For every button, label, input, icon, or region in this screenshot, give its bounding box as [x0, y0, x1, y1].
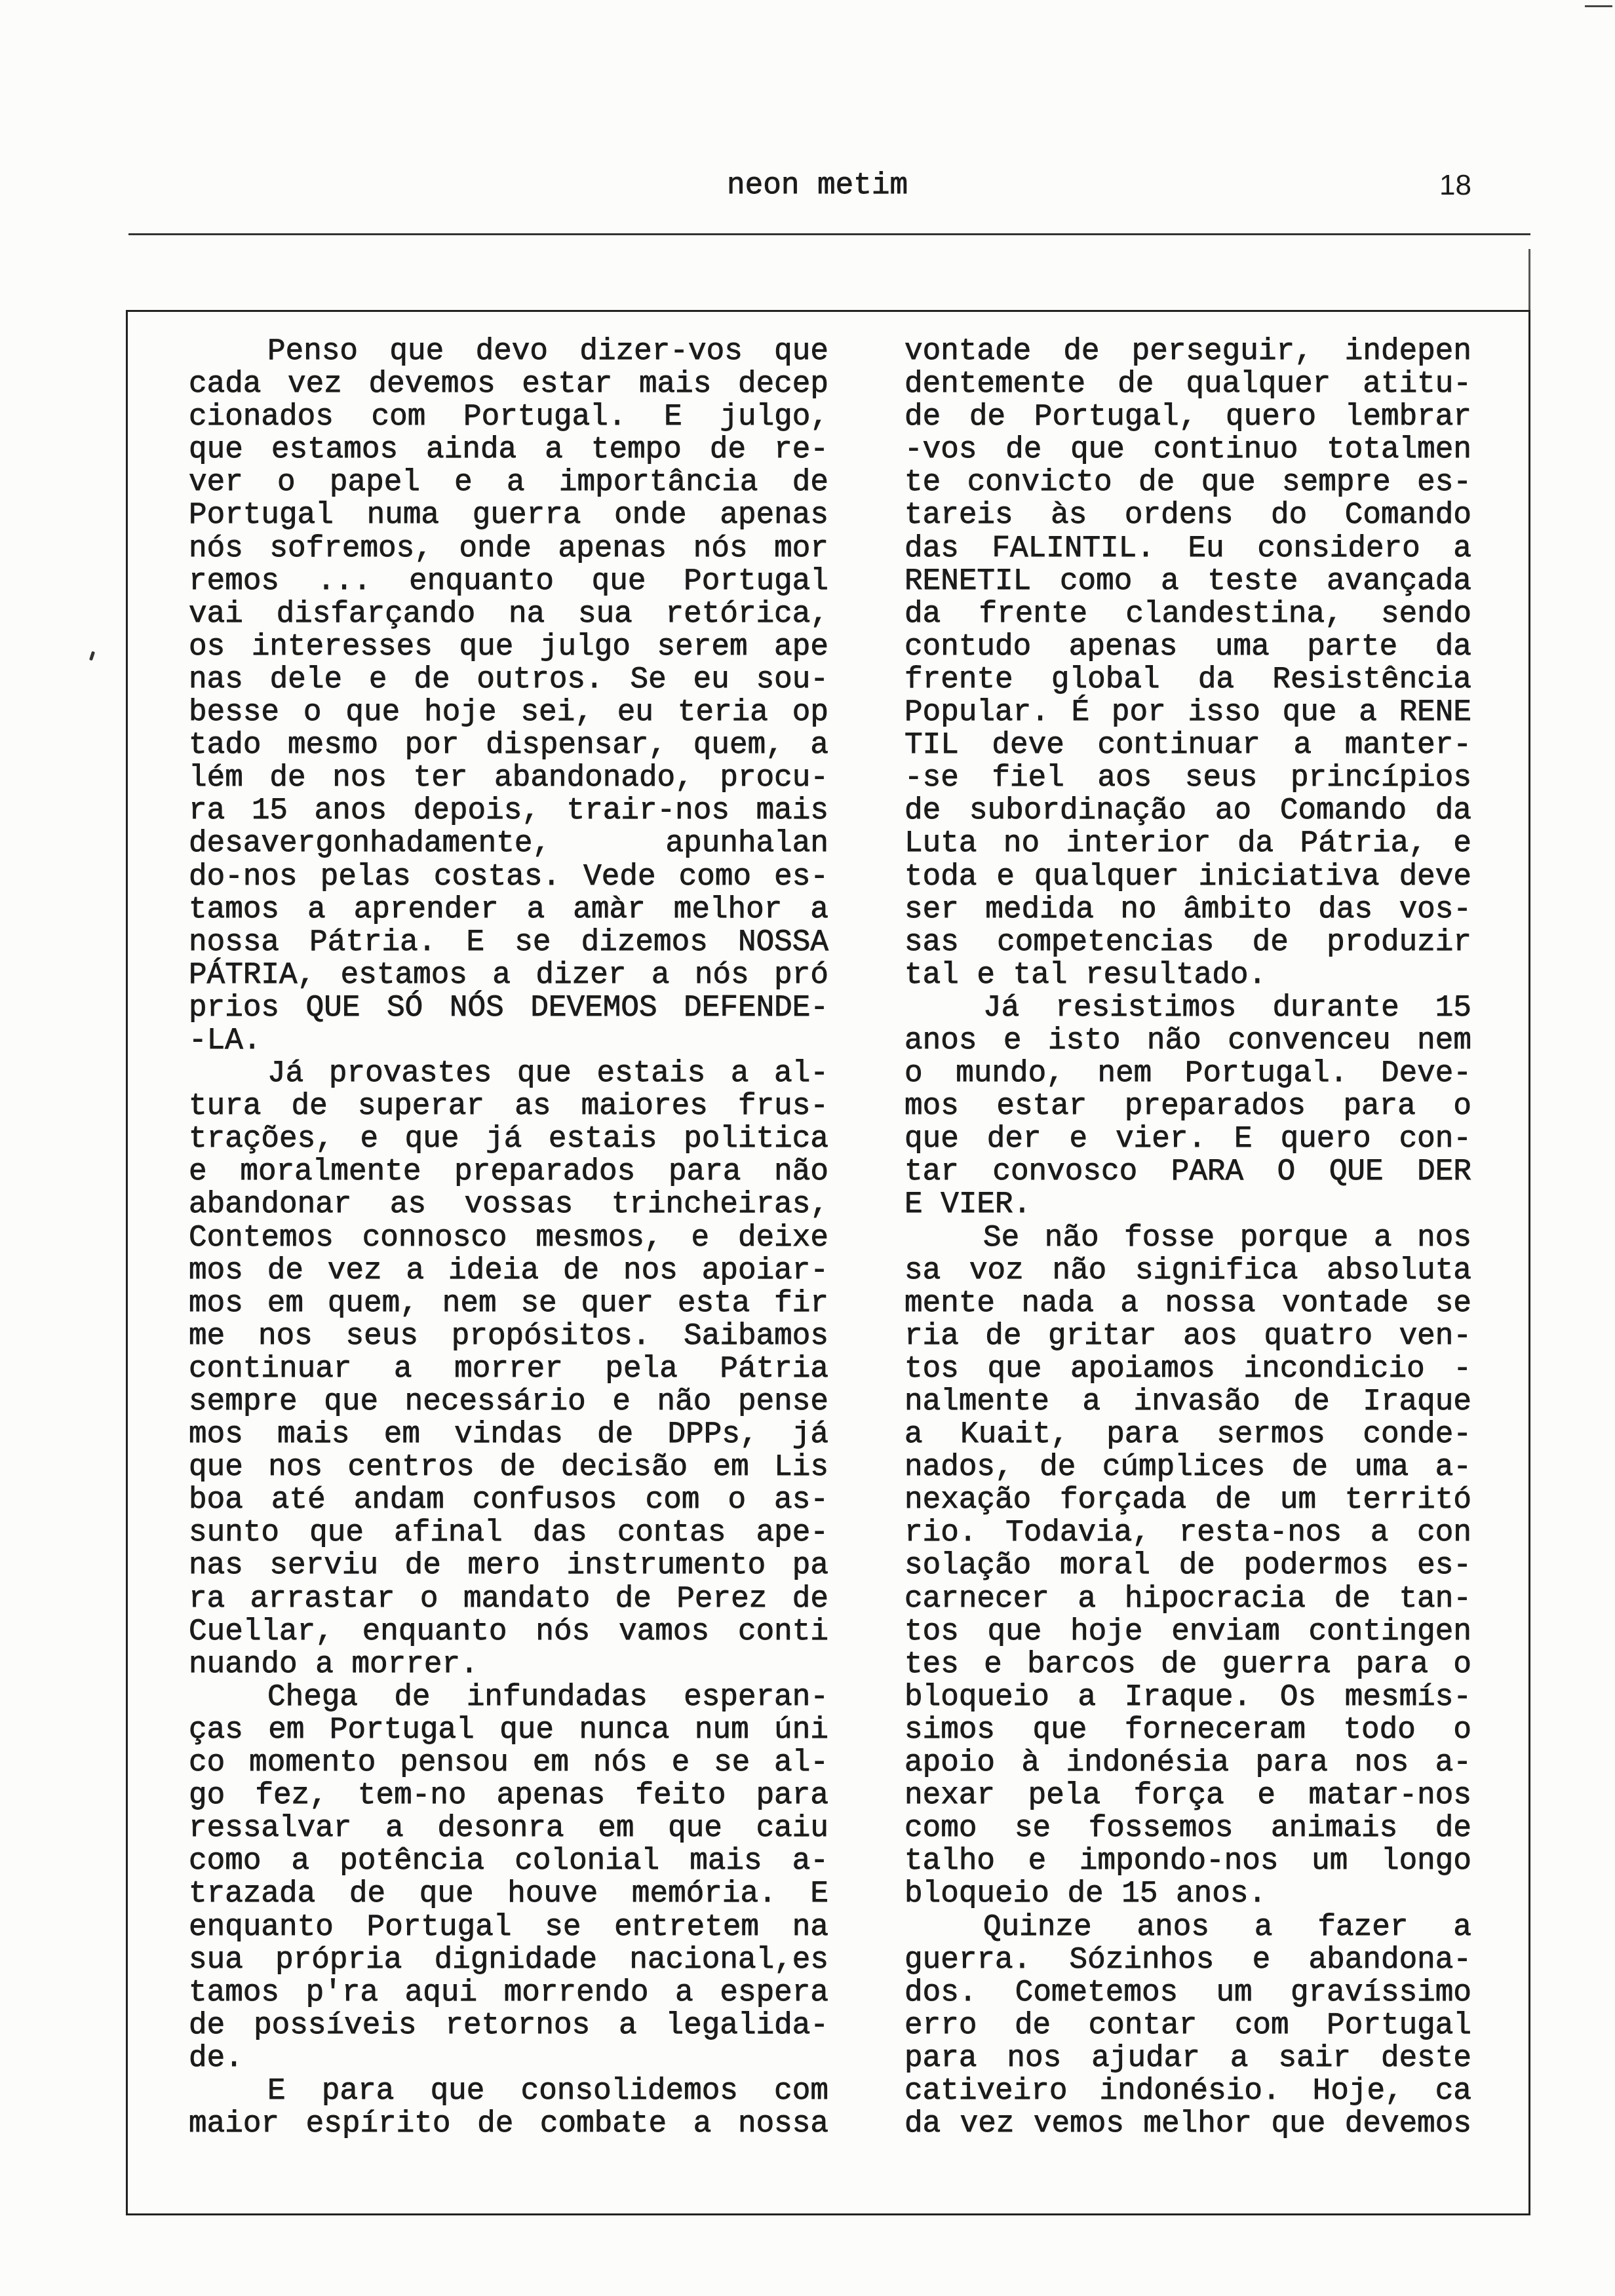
- text-line: nas serviu de mero instrumento pa: [189, 1548, 828, 1583]
- text-line: vai disfarçando na sua retórica,: [189, 596, 828, 631]
- running-header-title: neon metim: [727, 168, 908, 202]
- header-rule: [128, 233, 1530, 235]
- text-line: ra arrastar o mandato de Perez de: [189, 1581, 828, 1616]
- text-line: remos ... enquanto que Portugal: [189, 564, 828, 598]
- text-line: que nos centros de decisão em Lis: [189, 1450, 828, 1485]
- text-line: lém de nos ter abandonado, procu-: [189, 761, 828, 795]
- text-line: guerra. Sózinhos e abandona-: [905, 1942, 1471, 1977]
- text-line: Cuellar, enquanto nós vamos conti: [189, 1614, 828, 1649]
- text-line: nas dele e de outros. Se eu sou-: [189, 662, 828, 697]
- text-line: mos estar preparados para o: [905, 1089, 1471, 1124]
- text-line: rio. Todavia, resta-nos a con: [905, 1516, 1471, 1550]
- left-column: [189, 335, 828, 2140]
- text-line: como se fossemos animais de: [905, 1811, 1471, 1846]
- text-line: mos de vez a ideia de nos apoiar-: [189, 1253, 828, 1288]
- text-line: dos. Cometemos um gravíssimo: [905, 1975, 1471, 2010]
- text-line: E VIER.: [905, 1187, 1032, 1222]
- text-line: vontade de perseguir, indepen: [905, 334, 1471, 368]
- text-line: desavergonhadamente, apunhalan: [189, 826, 828, 861]
- text-line: Se não fosse porque a nos: [983, 1220, 1471, 1255]
- text-line: nexar pela força e matar-nos: [905, 1778, 1471, 1813]
- text-line: sua própria dignidade nacional,es: [189, 1942, 828, 1977]
- text-line: ra 15 anos depois, trair-nos mais: [189, 794, 828, 828]
- text-line: continuar a morrer pela Pátria: [189, 1351, 828, 1386]
- text-line: ser medida no âmbito das vos-: [905, 892, 1471, 927]
- text-line: -LA.: [189, 1023, 262, 1058]
- text-line: Já resistimos durante 15: [983, 990, 1471, 1025]
- text-line: mos em quem, nem se quer esta fir: [189, 1286, 828, 1320]
- text-line: Quinze anos a fazer a: [983, 1909, 1471, 1944]
- text-line: nalmente a invasão de Iraque: [905, 1385, 1471, 1419]
- text-line: trazada de que houve memória. E: [189, 1877, 828, 1911]
- text-line: nós sofremos, onde apenas nós mor: [189, 531, 828, 565]
- text-line: ver o papel e a importância de: [189, 465, 828, 500]
- text-line: trações, e que já estais politica: [189, 1122, 828, 1157]
- text-line: contudo apenas uma parte da: [905, 629, 1471, 664]
- text-line: mos mais em vindas de DPPs, já: [189, 1417, 828, 1452]
- text-line: Luta no interior da Pátria, e: [905, 826, 1471, 861]
- paragraph: [905, 335, 1471, 991]
- text-line: nexação forçada de um territó: [905, 1483, 1471, 1518]
- text-line: talho e impondo-nos um longo: [905, 1844, 1471, 1879]
- paragraph: [905, 1221, 1471, 1911]
- text-line: E para que consolidemos com: [267, 2073, 828, 2108]
- text-line: ressalvar a desonra em que caiu: [189, 1811, 828, 1846]
- text-line: sa voz não significa absoluta: [905, 1253, 1471, 1288]
- text-line: cada vez devemos estar mais decep: [189, 367, 828, 402]
- text-line: ria de gritar aos quatro ven-: [905, 1318, 1471, 1353]
- paragraph: [905, 991, 1471, 1221]
- text-line: go fez, tem-no apenas feito para: [189, 1778, 828, 1813]
- text-line: enquanto Portugal se entretem na: [189, 1909, 828, 1944]
- text-line: apoio à indonésia para nos a-: [905, 1746, 1471, 1780]
- text-line: -vos de que continuo totalmen: [905, 432, 1471, 467]
- text-line: como a potência colonial mais a-: [189, 1844, 828, 1879]
- text-line: anos e isto não convenceu nem: [905, 1023, 1471, 1058]
- text-line: Contemos connosco mesmos, e deixe: [189, 1220, 828, 1255]
- text-line: bloqueio de 15 anos.: [905, 1877, 1267, 1911]
- text-line: cionados com Portugal. E julgo,: [189, 400, 828, 434]
- text-line: prios QUE SÓ NÓS DEVEMOS DEFENDE-: [189, 990, 828, 1025]
- text-line: tamos a aprender a amàr melhor a: [189, 892, 828, 927]
- text-line: RENETIL como a teste avançada: [905, 564, 1471, 598]
- text-line: da frente clandestina, sendo: [905, 596, 1471, 631]
- text-line: Já provastes que estais a al-: [267, 1056, 828, 1091]
- text-line: frente global da Resistência: [905, 662, 1471, 697]
- text-line: mente nada a nossa vontade se: [905, 1286, 1471, 1320]
- text-line: TIL deve continuar a manter-: [905, 728, 1471, 763]
- text-line: tado mesmo por dispensar, quem, a: [189, 728, 828, 763]
- text-line: que der e vier. E quero con-: [905, 1122, 1471, 1157]
- paragraph: [905, 1911, 1471, 2141]
- text-line: PÁTRIA, estamos a dizer a nós pró: [189, 957, 828, 992]
- text-line: co momento pensou em nós e se al-: [189, 1746, 828, 1780]
- text-line: ças em Portugal que nunca num úni: [189, 1712, 828, 1747]
- text-line: da vez vemos melhor que devemos: [905, 2107, 1471, 2141]
- text-line: nuando a morrer.: [189, 1647, 478, 1681]
- text-line: tura de superar as maiores frus-: [189, 1089, 828, 1124]
- text-line: abandonar as vossas trincheiras,: [189, 1187, 828, 1222]
- text-line: -se fiel aos seus princípios: [905, 761, 1471, 795]
- paragraph: [189, 1057, 828, 1681]
- text-line: nados, de cúmplices de uma a-: [905, 1450, 1471, 1485]
- paragraph: [189, 335, 828, 1057]
- text-line: Portugal numa guerra onde apenas: [189, 498, 828, 533]
- right-column: [905, 335, 1471, 2140]
- text-line: simos que forneceram todo o: [905, 1712, 1471, 1747]
- text-line: os interesses que julgo serem ape: [189, 629, 828, 664]
- text-line: tes e barcos de guerra para o: [905, 1647, 1471, 1681]
- text-line: o mundo, nem Portugal. Deve-: [905, 1056, 1471, 1091]
- text-line: sunto que afinal das contas ape-: [189, 1516, 828, 1550]
- text-line: de de Portugal, quero lembrar: [905, 400, 1471, 434]
- text-line: Chega de infundadas esperan-: [267, 1679, 828, 1714]
- text-line: do-nos pelas costas. Vede como es-: [189, 859, 828, 894]
- text-line: besse o que hoje sei, eu teria op: [189, 695, 828, 730]
- text-line: dentemente de qualquer atitu-: [905, 367, 1471, 402]
- text-line: Popular. É por isso que a RENE: [905, 695, 1471, 730]
- text-line: sas competencias de produzir: [905, 925, 1471, 959]
- paragraph: [189, 1681, 828, 2075]
- text-line: tar convosco PARA O QUE DER: [905, 1155, 1471, 1189]
- text-line: boa até andam confusos com o as-: [189, 1483, 828, 1518]
- text-line: e moralmente preparados para não: [189, 1155, 828, 1189]
- text-line: carnecer a hipocracia de tan-: [905, 1581, 1471, 1616]
- text-line: das FALINTIL. Eu considero a: [905, 531, 1471, 565]
- text-line: maior espírito de combate a nossa: [189, 2107, 828, 2141]
- page-number: 18: [1439, 169, 1471, 201]
- text-line: tamos p'ra aqui morrendo a espera: [189, 1975, 828, 2010]
- text-line: erro de contar com Portugal: [905, 2008, 1471, 2042]
- text-line: que estamos ainda a tempo de re-: [189, 432, 828, 467]
- text-line: de.: [189, 2040, 243, 2075]
- text-line: de possíveis retornos a legalida-: [189, 2008, 828, 2042]
- text-line: tareis às ordens do Comando: [905, 498, 1471, 533]
- margin-mark: [89, 651, 95, 661]
- text-line: tos que hoje enviam contingen: [905, 1614, 1471, 1649]
- text-line: me nos seus propósitos. Saibamos: [189, 1318, 828, 1353]
- frame-tick-line: [1528, 249, 1530, 310]
- text-line: toda e qualquer iniciativa deve: [905, 859, 1471, 894]
- text-line: nossa Pátria. E se dizemos NOSSA: [189, 925, 828, 959]
- text-line: tal e tal resultado.: [905, 957, 1267, 992]
- text-line: sempre que necessário e não pense: [189, 1385, 828, 1419]
- text-line: Penso que devo dizer-vos que: [267, 334, 828, 368]
- text-line: cativeiro indonésio. Hoje, ca: [905, 2073, 1471, 2108]
- corner-mark: [1585, 5, 1612, 7]
- text-line: a Kuait, para sermos conde-: [905, 1417, 1471, 1452]
- text-line: te convicto de que sempre es-: [905, 465, 1471, 500]
- paragraph: [189, 2075, 828, 2140]
- text-line: para nos ajudar a sair deste: [905, 2040, 1471, 2075]
- text-line: solação moral de podermos es-: [905, 1548, 1471, 1583]
- text-line: bloqueio a Iraque. Os mesmís-: [905, 1679, 1471, 1714]
- text-line: tos que apoiamos incondicio -: [905, 1351, 1471, 1386]
- text-line: de subordinação ao Comando da: [905, 794, 1471, 828]
